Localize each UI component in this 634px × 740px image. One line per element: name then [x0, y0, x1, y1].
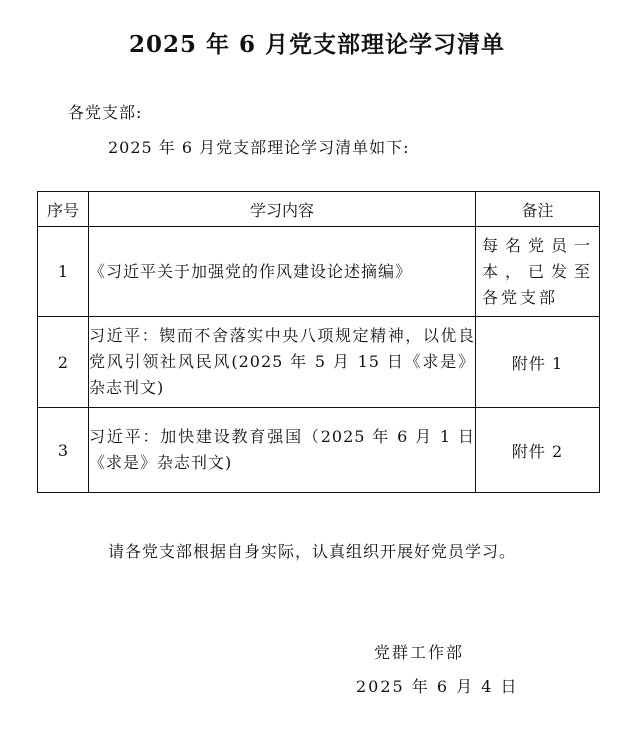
table-row	[38, 317, 600, 408]
table-row	[38, 227, 600, 317]
row-study-content: 习近平：加快建设教育强国（2025 年 6 月 1 日《求是》杂志刊文)	[89, 408, 476, 493]
closing-paragraph: 请各党支部根据自身实际，认真组织开展好党员学习。	[108, 542, 517, 561]
intro-paragraph: 2025 年 6 月党支部理论学习清单如下:	[108, 138, 410, 157]
header-remarks: 备注	[476, 192, 600, 227]
row-study-content: 《习近平关于加强党的作风建设论述摘编》	[89, 227, 476, 317]
row-study-content: 习近平：锲而不舍落实中央八项规定精神，以优良党风引领社风民风(2025 年 5 月 15 日《求是》杂志刊文)	[89, 317, 476, 408]
row-serial-number: 3	[38, 408, 89, 493]
row-remarks: 附件 1	[476, 317, 600, 408]
header-serial-number: 序号	[38, 192, 89, 227]
issuing-department: 党群工作部	[374, 643, 465, 662]
row-serial-number: 2	[38, 317, 89, 408]
table-row	[38, 408, 600, 493]
study-list-table	[37, 191, 600, 493]
header-study-content: 学习内容	[89, 192, 476, 227]
document-title: 2025 年 6 月党支部理论学习清单	[128, 31, 506, 58]
row-remarks: 每名党员一本，已发至各党支部	[476, 227, 600, 317]
salutation: 各党支部:	[68, 103, 143, 122]
table-header-row	[38, 192, 600, 227]
issue-date: 2025 年 6 月 4 日	[356, 677, 519, 696]
row-remarks: 附件 2	[476, 408, 600, 493]
row-serial-number: 1	[38, 227, 89, 317]
